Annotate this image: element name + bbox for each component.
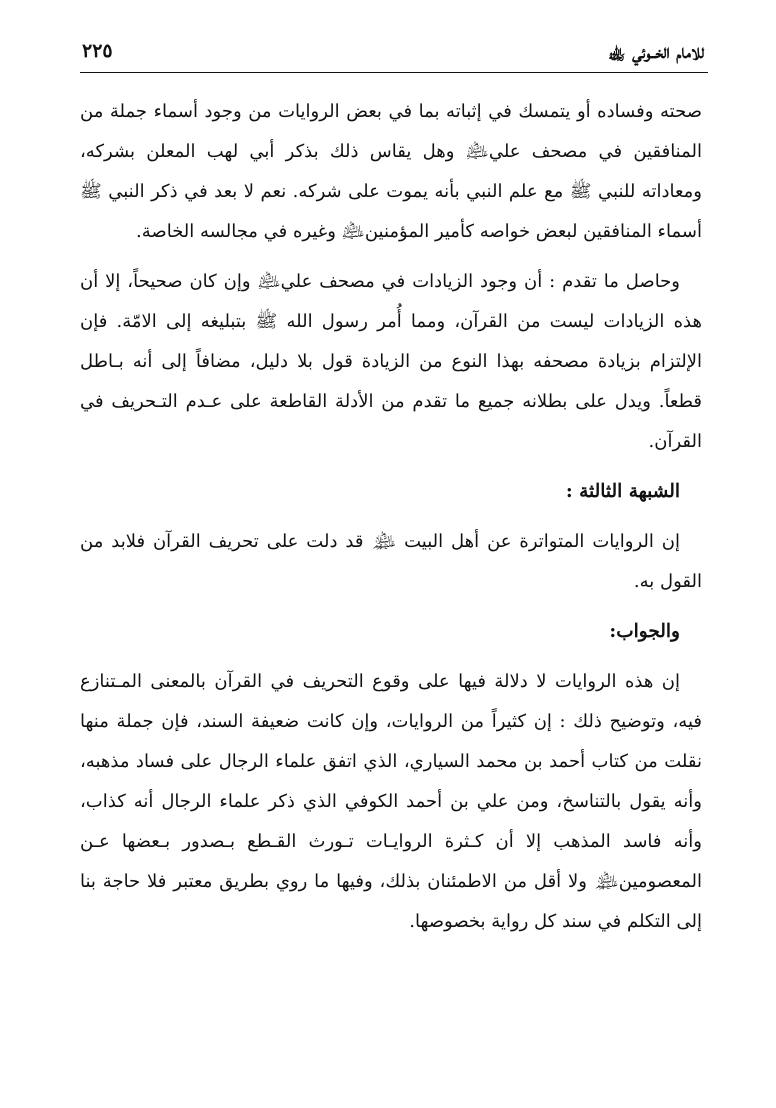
- paragraph-2: وحاصل ما تقدم : أن وجود الزيادات في مصحف علي﵇ وإن كان صحيحاً، إلا أن هذه الزيادات ليست من القرآن، ومما أُمر رسول الله ﷺ بتبليغه إلى الامّة. فإن الإلتزام بزيادة مصحفه بهذا النوع من الزيادة قول بلا دليل، مضافاً إلى أنه بـاطل قطعاً. ويدل على بطلانه جميع ما تقدم من الأدلة القاطعة على عـدم التـحريف في القرآن.: [80, 271, 702, 452]
- page-number: ٢٢٥: [82, 40, 113, 62]
- section-heading-answer: والجواب:: [609, 621, 680, 642]
- running-title: للامام الخــوئي ﵀: [608, 41, 704, 63]
- section-heading-third-doubt: الشبهة الثالثة :: [565, 481, 680, 502]
- page-body: [80, 92, 702, 952]
- paragraph-1: صحته وفساده أو يتمسك في إثباته بما في بعض الروايات من وجود أسماء جملة من المنافقين في مصحف علي﵇ وهل يقاس ذلك بذكر أبي لهب المعلن بشركه، ومعاداته للنبي ﷺ مع علم النبي بأنه يموت على شركه. نعم لا بعد في ذكر النبي ﷺ أسماء المنافقين لبعض خواصه كأمير المؤمنين﵇ وغيره في مجالسه الخاصة.: [80, 101, 702, 242]
- page-header: [80, 38, 708, 73]
- paragraph-4: إن هذه الروايات لا دلالة فيها على وقوع التحريف في القرآن بالمعنى المـتنازع فيه، وتوضيح ذلك : إن كثيراً من الروايات، وإن كانت ضعيفة السند، فإن جملة منها نقلت من كتاب أحمد بن محمد السياري، الذي اتفق علماء الرجال على فساد مذهبه، وأنه يقول بالتناسخ، ومن علي بن أحمد الكوفي الذي ذكر علماء الرجال أنه كذاب، وأنه فاسد المذهب إلا أن كـثرة الروايـات تـورث القـطع بـصدور بـعضها عـن المعصومين﵈ ولا أقل من الاطمئنان بذلك، وفيها ما روي بطريق معتبر فلا حاجة بنا إلى التكلم في سند كل رواية بخصوصها.: [80, 671, 702, 932]
- paragraph-3: إن الروايات المتواترة عن أهل البيت ﵈ قد دلت على تحريف القرآن فلابد من القول به.: [80, 531, 702, 592]
